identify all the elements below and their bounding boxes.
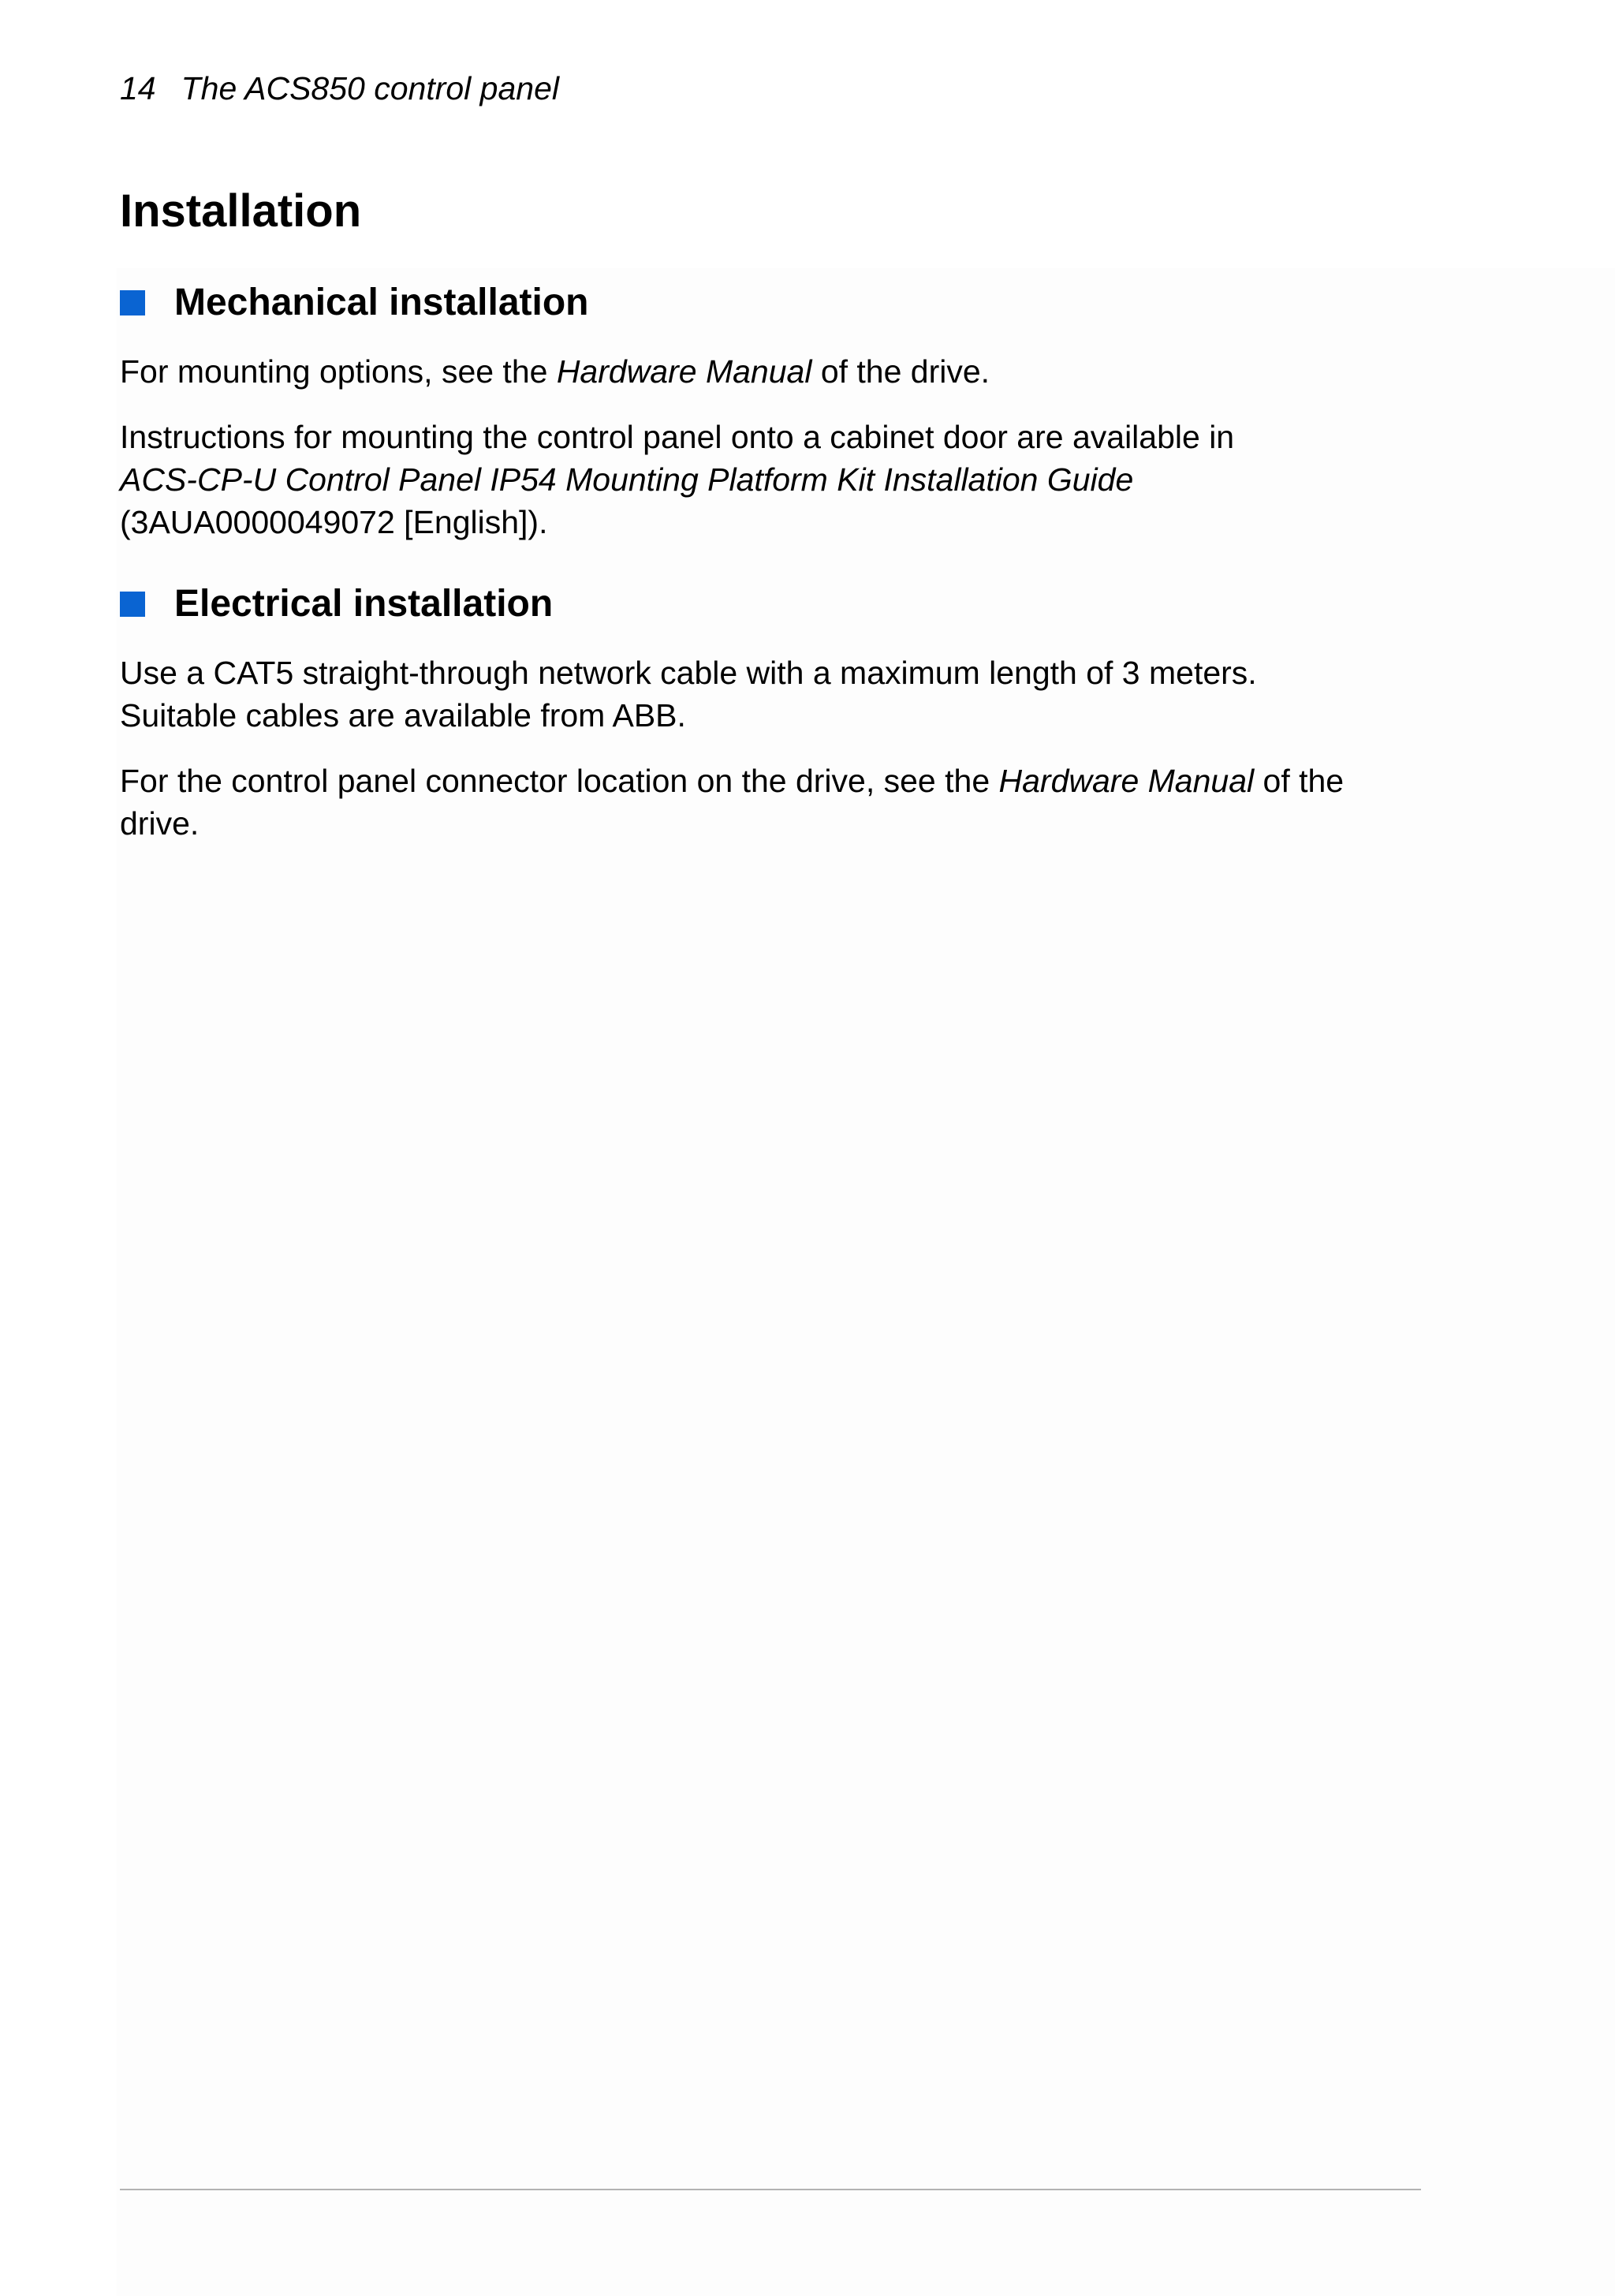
text-run: For mounting options, see the — [120, 353, 557, 390]
section-heading-label: Electrical installation — [174, 583, 554, 625]
text-run: of the drive. — [811, 353, 990, 390]
square-bullet-icon — [120, 592, 145, 617]
paragraph-line: Instructions for mounting the control panel onto a cabinet door are available in — [120, 419, 1235, 455]
document-reference: Hardware Manual — [998, 763, 1255, 799]
paragraph-line: (3AUA0000049072 [English]). — [120, 504, 548, 540]
paragraph-line — [120, 350, 1421, 393]
chapter-title: Installation — [120, 185, 362, 237]
paragraph-connector-location — [120, 760, 1421, 845]
section-heading-mechanical — [120, 280, 588, 326]
running-header — [120, 69, 559, 107]
paragraph-cabinet-door — [120, 416, 1421, 543]
document-reference: ACS-CP-U Control Panel IP54 Mounting Platform Kit Installation Guide — [120, 461, 1134, 498]
text-run: of the — [1254, 763, 1345, 799]
paragraph-line: Suitable cables are available from ABB. — [120, 697, 686, 734]
page-number: 14 — [120, 70, 156, 106]
paragraph-line — [120, 760, 1421, 802]
section-heading-electrical — [120, 581, 553, 627]
square-bullet-icon — [120, 290, 145, 315]
paragraph-line: Use a CAT5 straight-through network cable with a maximum length of 3 meters. — [120, 655, 1257, 691]
section-heading-label: Mechanical installation — [174, 282, 589, 323]
document-reference: Hardware Manual — [556, 353, 812, 390]
running-header-title: The ACS850 control panel — [181, 70, 559, 106]
paragraph-cable — [120, 651, 1421, 737]
paragraph-line: drive. — [120, 805, 200, 842]
page-background — [117, 268, 1615, 2296]
footer-rule — [120, 2189, 1421, 2190]
paragraph-mounting-options — [120, 350, 1421, 393]
text-run: For the control panel connector location on the drive, see the — [120, 763, 999, 799]
